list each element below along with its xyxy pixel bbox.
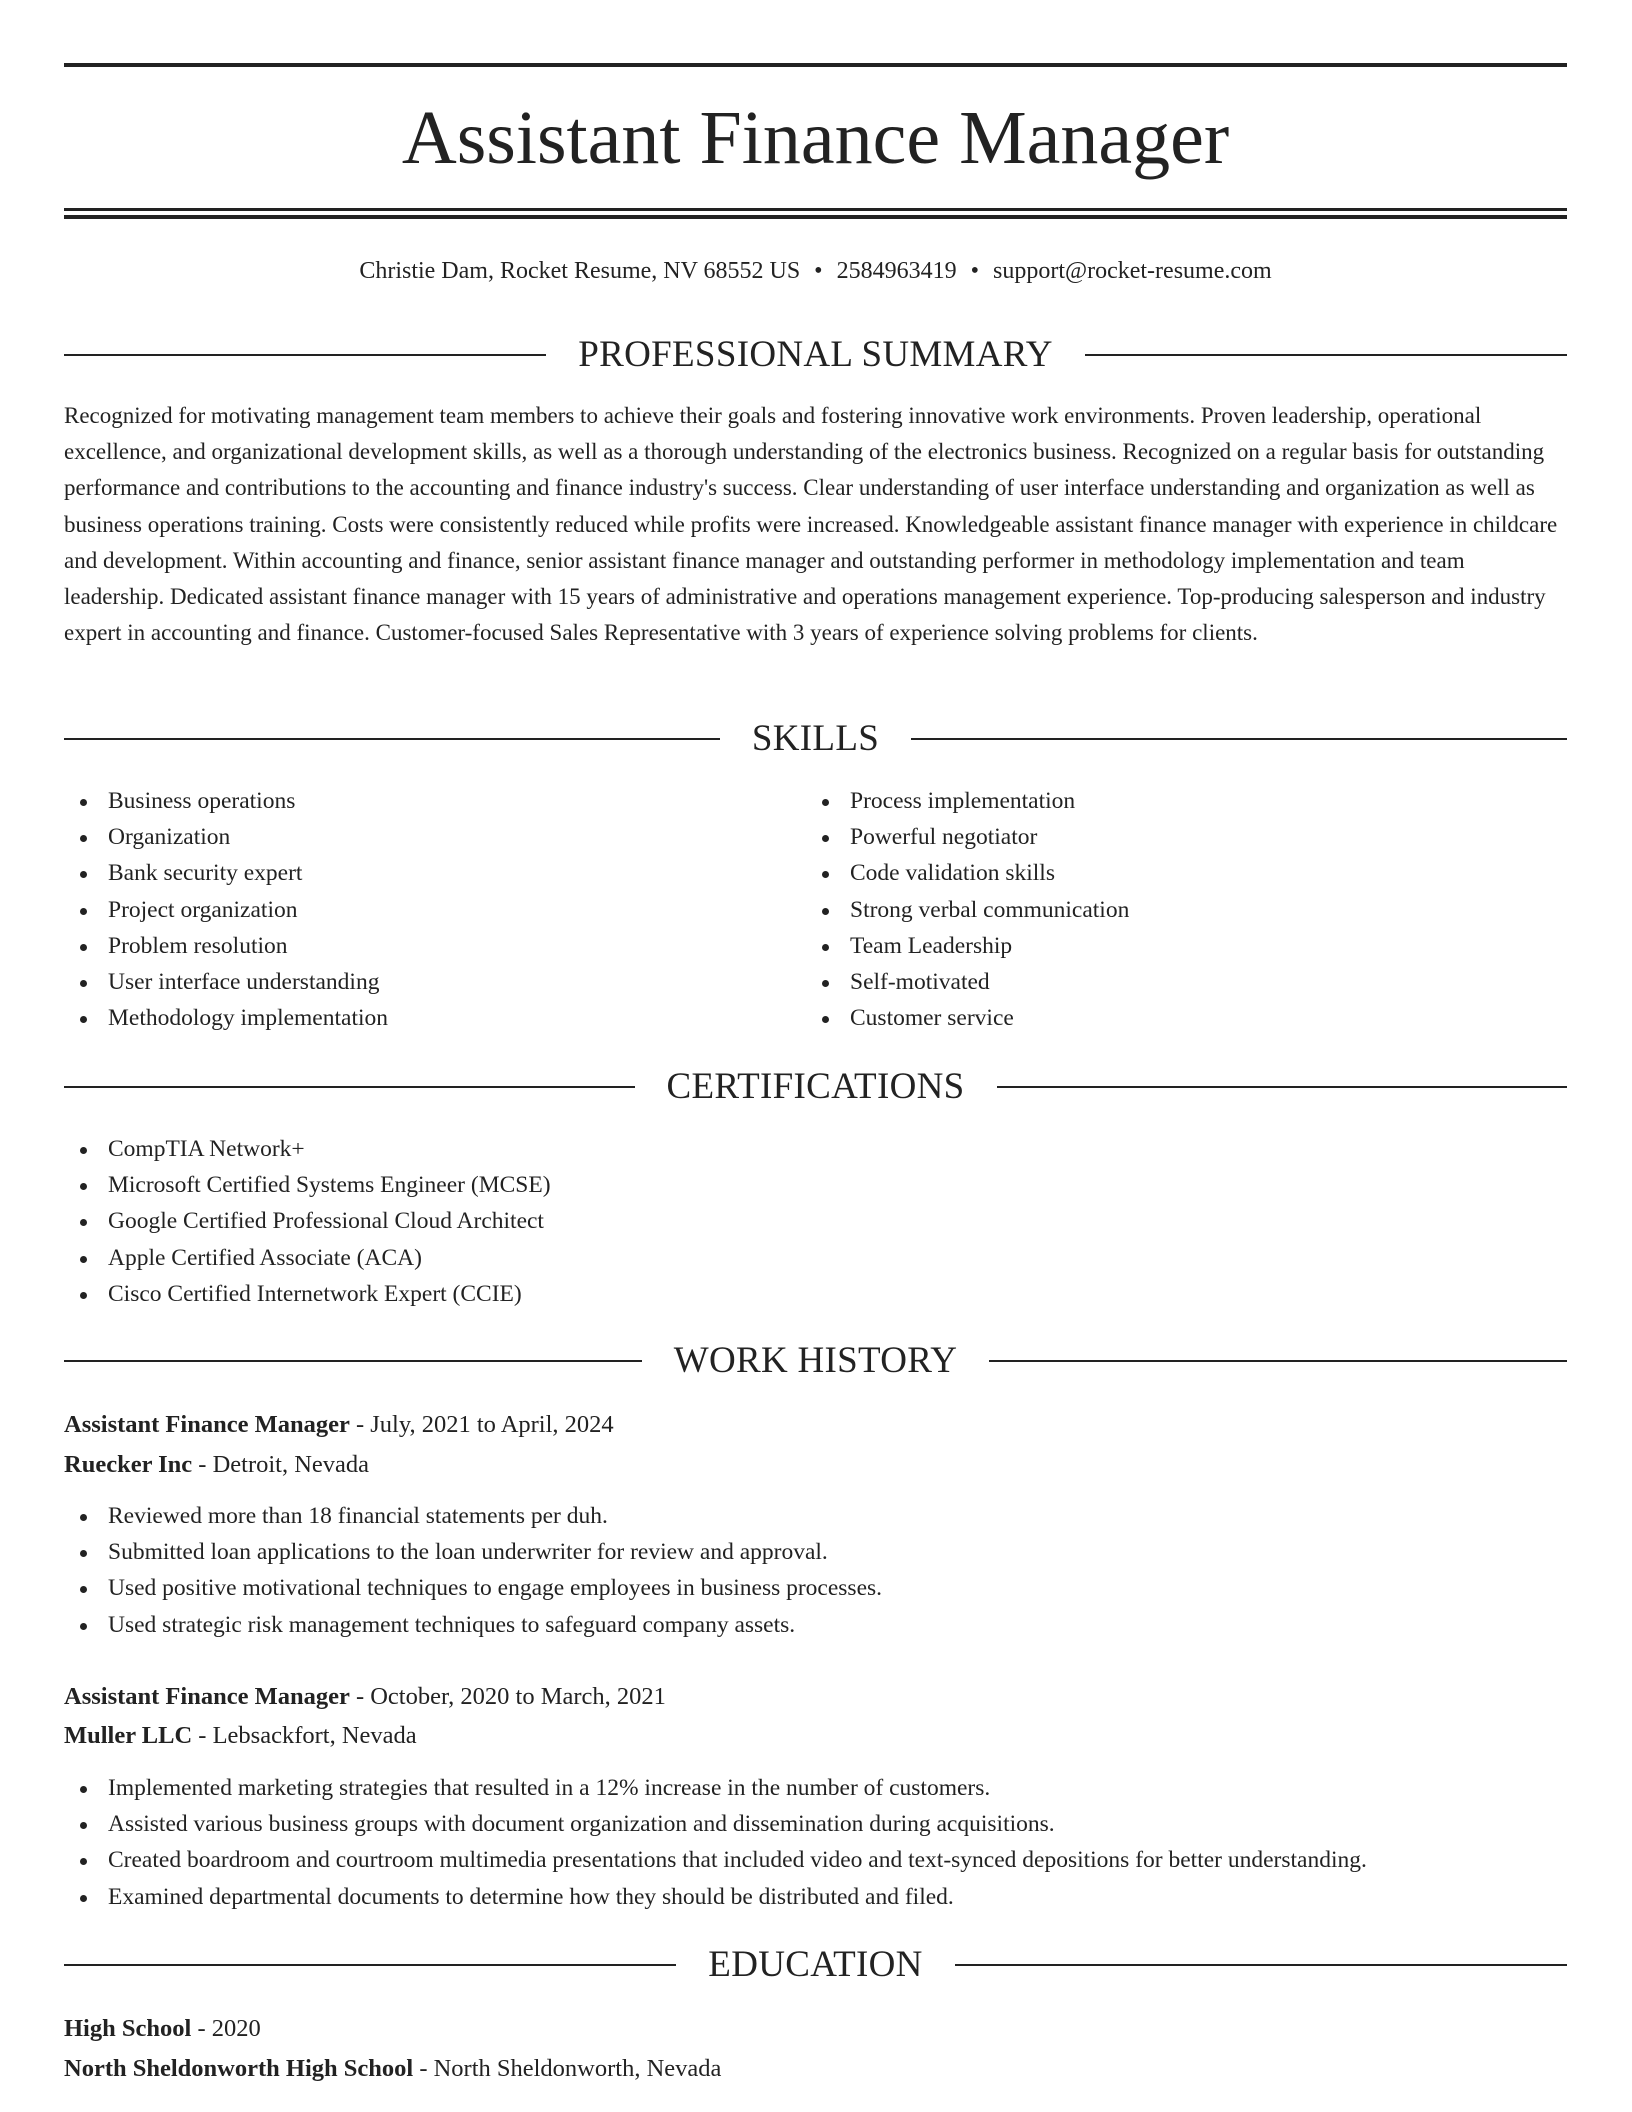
job-dates: - July, 2021 to April, 2024 [349, 1411, 614, 1438]
job-duty-item: Submitted loan applications to the loan underwriter for review and approval. [64, 1534, 1567, 1570]
skills-heading-text: SKILLS [751, 718, 880, 759]
job-location: - Lebsackfort, Nevada [192, 1722, 417, 1749]
education-school: North Sheldonworth High School [64, 2055, 414, 2082]
job-duty-item: Implemented marketing strategies that resulted in a 12% increase in the number of customers. [64, 1770, 1567, 1806]
job-company: Muller LLC [64, 1722, 193, 1749]
job-title: Assistant Finance Manager [64, 1411, 350, 1438]
skill-item: Code validation skills [806, 855, 1566, 891]
job-company: Ruecker Inc [64, 1451, 193, 1478]
education-school-line [64, 2051, 1567, 2087]
skill-item: Self-motivated [806, 964, 1566, 1000]
work-history-heading-text: WORK HISTORY [673, 1340, 958, 1381]
skill-item: Business operations [64, 783, 804, 819]
skills-list-left [64, 783, 804, 1036]
education-degree-line [64, 2011, 1567, 2047]
education-heading-text: EDUCATION [708, 1944, 923, 1985]
education-year: - 2020 [191, 2015, 261, 2042]
education-section-heading [64, 1941, 1567, 1989]
job-company-line [64, 1718, 1567, 1754]
heading-rule-right [955, 1964, 1567, 1966]
heading-rule-left [64, 1360, 642, 1362]
header-top-rule [64, 63, 1567, 67]
heading-rule-left [64, 354, 546, 356]
skill-item: Methodology implementation [64, 1000, 804, 1036]
skill-item: Organization [64, 819, 804, 855]
heading-rule-left [64, 1964, 676, 1966]
skill-item: Project organization [64, 892, 804, 928]
certifications-section-heading [64, 1063, 1567, 1111]
certification-item: Microsoft Certified Systems Engineer (MCSE) [64, 1167, 1567, 1203]
skill-item: Process implementation [806, 783, 1566, 819]
skills-list-right [806, 783, 1566, 1036]
contact-email: support@rocket-resume.com [992, 258, 1272, 284]
contact-address: Christie Dam, Rocket Resume, NV 68552 US [359, 258, 801, 284]
header-double-rule-lower [64, 215, 1567, 219]
heading-rule-left [64, 1086, 635, 1088]
job-duty-item: Assisted various business groups with document organization and dissemination during acquisitions. [64, 1806, 1567, 1842]
job-title: Assistant Finance Manager [64, 1683, 350, 1710]
skill-item: Problem resolution [64, 928, 804, 964]
job-duties-list [64, 1770, 1567, 1915]
education-degree: High School [64, 2015, 192, 2042]
contact-separator: • [814, 258, 823, 284]
job-duty-item: Examined departmental documents to determine how they should be distributed and filed. [64, 1879, 1567, 1915]
work-history-section-heading [64, 1337, 1567, 1385]
skill-item: User interface understanding [64, 964, 804, 1000]
heading-rule-right [997, 1086, 1568, 1088]
contact-phone: 2584963419 [836, 258, 957, 284]
skill-item: Customer service [806, 1000, 1566, 1036]
certifications-heading-text: CERTIFICATIONS [666, 1066, 965, 1107]
heading-rule-right [1085, 354, 1567, 356]
job-company-line [64, 1447, 1567, 1483]
certification-item: Google Certified Professional Cloud Architect [64, 1203, 1567, 1239]
summary-paragraph: Recognized for motivating management team members to achieve their goals and fostering innovative work environments. Proven leadership, operational excellence, and organizational development skills, as well as a thorough understanding of the electronics business. Recognized on a regular basis for outstanding performance and contributions to the accounting and finance industry's success. Clear understanding of user interface understanding and organization as well as business operations training. Costs were consistently reduced while profits were increased. Knowledgeable assistant finance manager with experience in childcare and development. Within accounting and finance, senior assistant finance manager and outstanding performer in methodology implementation and team leadership. Dedicated assistant finance manager with 15 years of administrative and operations management experience. Top-producing salesperson and industry expert in accounting and finance. Customer-focused Sales Representative with 3 years of experience solving problems for clients. [64, 403, 1558, 646]
heading-rule-left [64, 738, 720, 740]
certification-item: Cisco Certified Internetwork Expert (CCIE) [64, 1276, 1567, 1312]
job-title-line [64, 1407, 1567, 1443]
contact-line [64, 253, 1567, 289]
job-duty-item: Reviewed more than 18 financial statements per duh. [64, 1498, 1567, 1534]
heading-rule-right [989, 1360, 1567, 1362]
job-duty-item: Used positive motivational techniques to engage employees in business processes. [64, 1570, 1567, 1606]
certification-item: CompTIA Network+ [64, 1131, 1567, 1167]
job-title-line [64, 1679, 1567, 1715]
job-duty-item: Created boardroom and courtroom multimedia presentations that included video and text-synced depositions for better understanding. [64, 1842, 1567, 1878]
contact-separator: • [970, 258, 979, 284]
job-duty-item: Used strategic risk management techniques to safeguard company assets. [64, 1607, 1567, 1643]
education-location: - North Sheldonworth, Nevada [413, 2055, 722, 2082]
skill-item: Strong verbal communication [806, 892, 1566, 928]
certifications-list [64, 1131, 1567, 1312]
certification-item: Apple Certified Associate (ACA) [64, 1240, 1567, 1276]
skill-item: Bank security expert [64, 855, 804, 891]
heading-rule-right [911, 738, 1567, 740]
job-dates: - October, 2020 to March, 2021 [349, 1683, 666, 1710]
summary-heading-text: PROFESSIONAL SUMMARY [578, 334, 1053, 375]
resume-name-title: Assistant Finance Manager [401, 96, 1230, 180]
skill-item: Powerful negotiator [806, 819, 1566, 855]
skill-item: Team Leadership [806, 928, 1566, 964]
summary-section-heading [64, 331, 1567, 379]
skills-section-heading [64, 715, 1567, 763]
job-duties-list [64, 1498, 1567, 1643]
job-location: - Detroit, Nevada [192, 1451, 370, 1478]
header-double-rule-upper [64, 208, 1567, 211]
